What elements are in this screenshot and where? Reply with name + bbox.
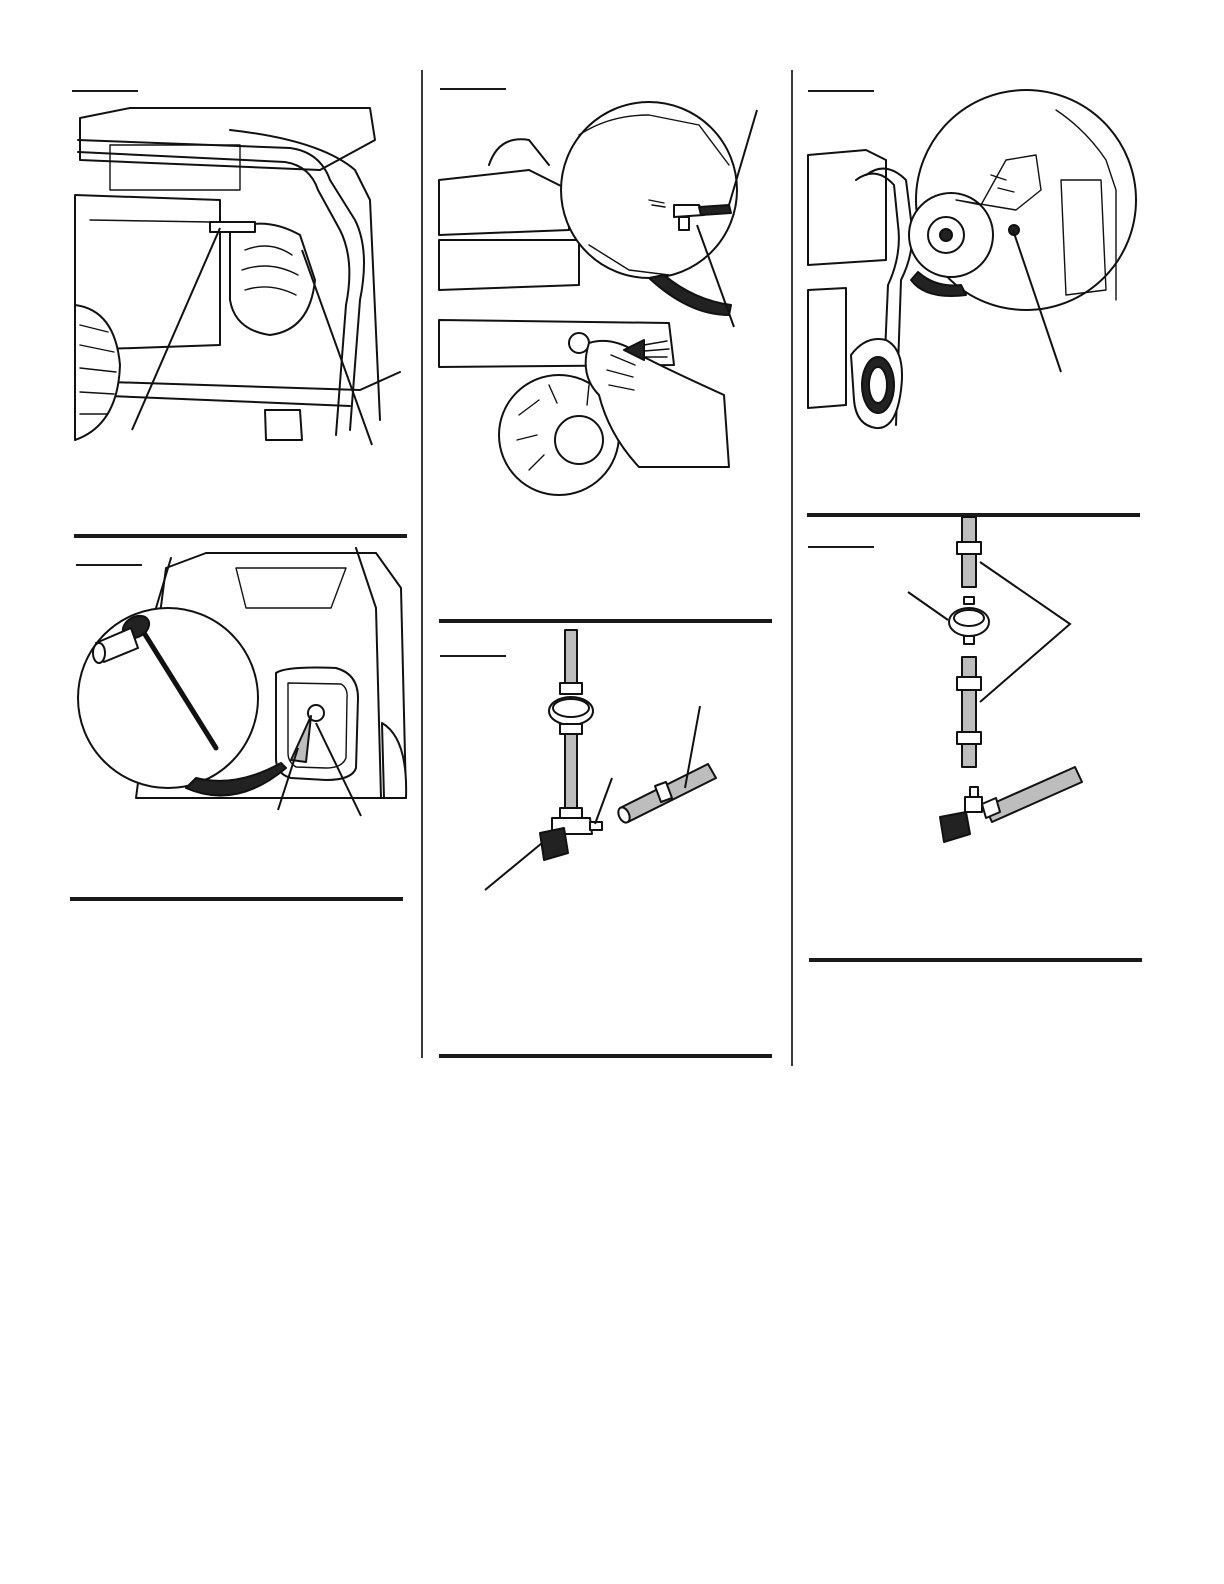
figure-fuel-valve-hose xyxy=(439,95,769,470)
figure-tag-1 xyxy=(72,90,138,92)
figure-generator-left-rear xyxy=(70,100,410,450)
section-rule-col1-a xyxy=(74,534,407,538)
figure-tag-3 xyxy=(440,88,506,90)
column-divider-2 xyxy=(791,70,793,1066)
figure-fuel-line-exploded xyxy=(900,512,1100,852)
figure-carburetor-closeup xyxy=(806,100,1136,430)
section-rule-col3-b xyxy=(809,958,1142,962)
figure-fuel-filter-assembly xyxy=(480,628,770,898)
figure-spark-plug-brush xyxy=(76,548,408,818)
section-rule-col2-a xyxy=(439,619,772,623)
figure-tag-6 xyxy=(808,546,874,548)
figure-tag-5 xyxy=(808,90,874,92)
column-divider-1 xyxy=(421,70,423,1058)
section-rule-col2-b xyxy=(439,1054,772,1058)
section-rule-col1-b xyxy=(70,897,403,901)
